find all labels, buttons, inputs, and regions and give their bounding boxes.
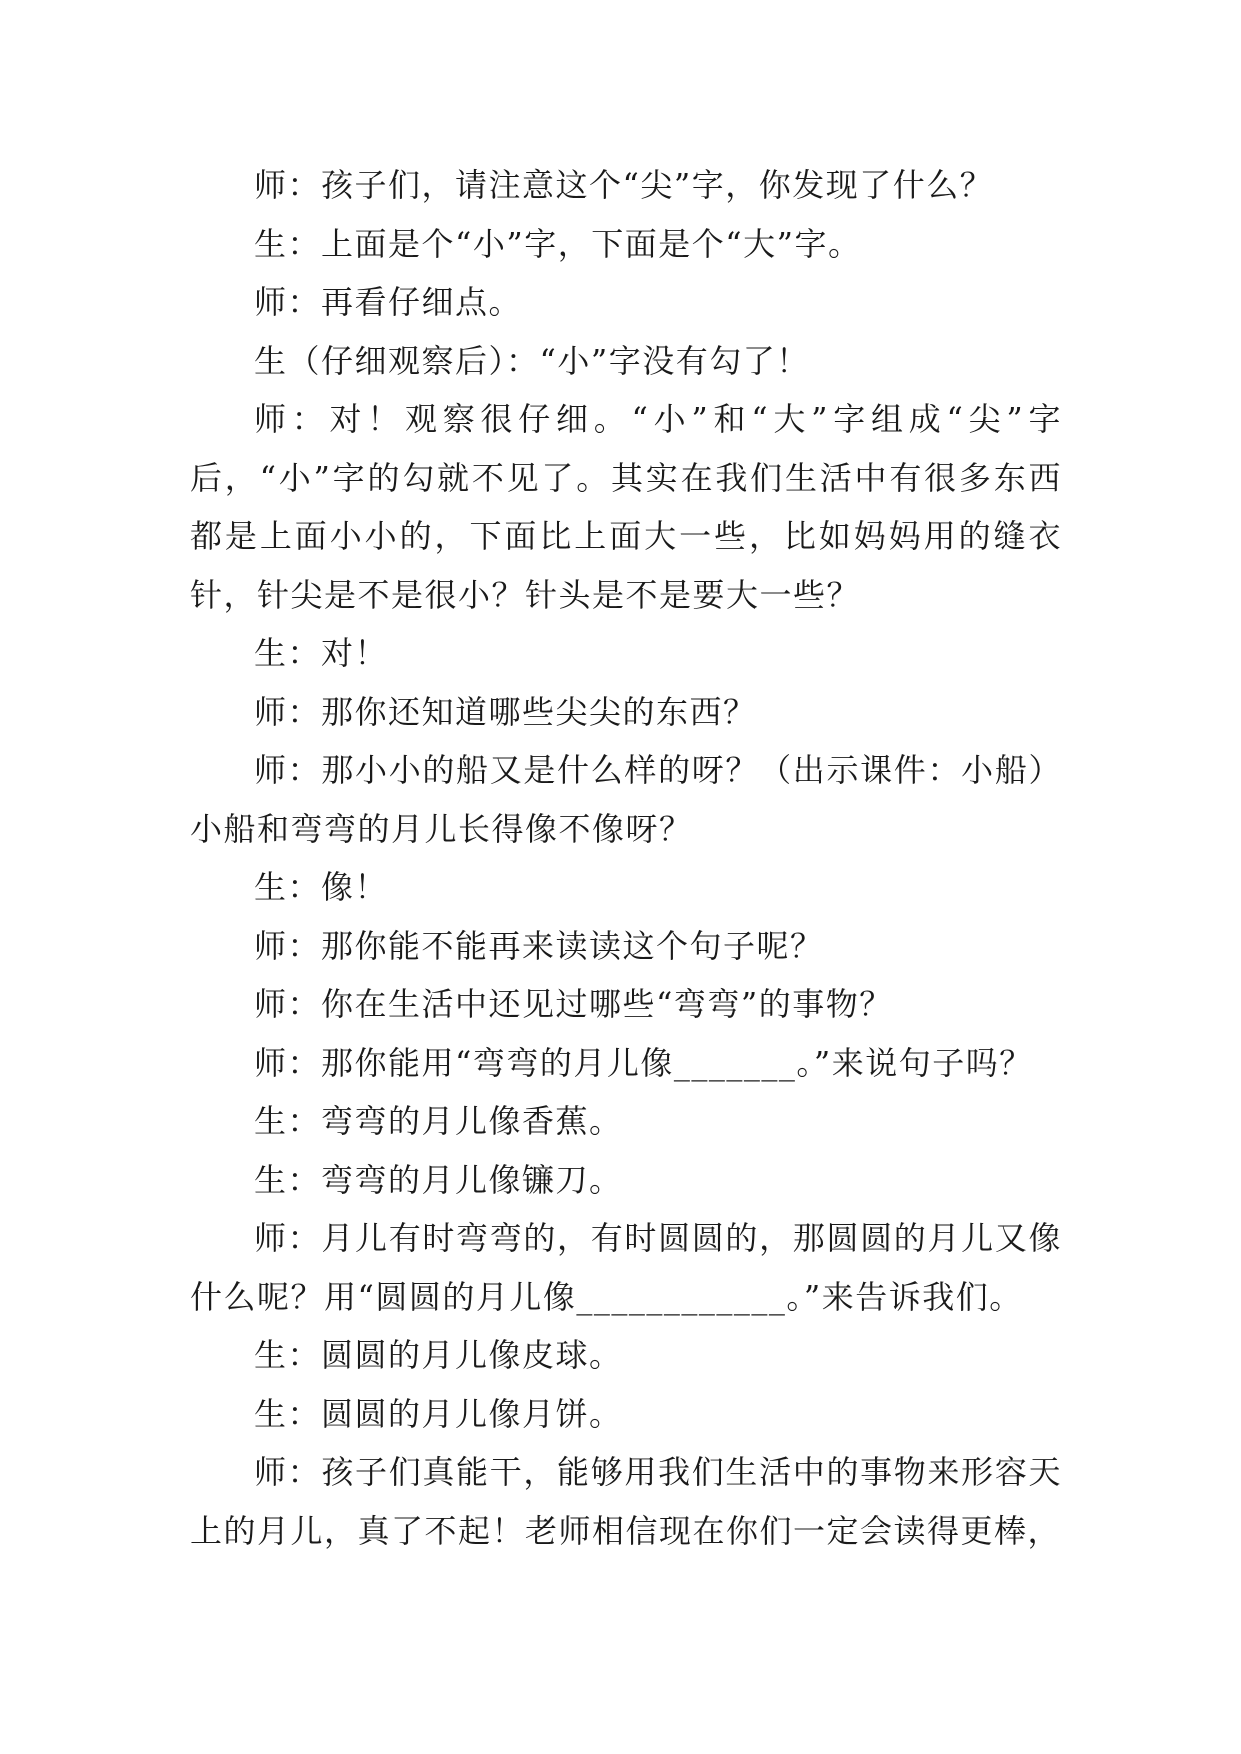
paragraph-4: 生（仔细观察后）：“小”字没有勾了！ — [254, 341, 810, 380]
paragraph-7: 师：那你还知道哪些尖尖的东西？ — [254, 692, 757, 731]
paragraph-9: 生：像！ — [254, 868, 389, 906]
paragraph-14: 生：弯弯的月儿像镰刀。 — [254, 1160, 623, 1199]
paragraph-15: 师：月儿有时弯弯的，有时圆圆的，那圆圆的月儿又像什么呢？用“圆圆的月儿像____________。”来告诉我们。 — [190, 1219, 1062, 1316]
document-body — [190, 156, 1062, 1560]
paragraph-18: 师：孩子们真能干，能够用我们生活中的事物来形容天上的月儿，真了不起！老师相信现在你们一定会读得更棒， — [190, 1453, 1062, 1550]
paragraph-1: 师：孩子们，请注意这个“尖”字，你发现了什么？ — [254, 166, 994, 204]
paragraph-12: 师：那你能用“弯弯的月儿像_______。”来说句子吗？ — [254, 1043, 1033, 1082]
paragraph-17: 生：圆圆的月儿像月饼。 — [254, 1394, 623, 1433]
paragraph-3: 师：再看仔细点。 — [254, 283, 523, 321]
paragraph-11: 师：你在生活中还见过哪些“弯弯”的事物？ — [254, 985, 893, 1023]
paragraph-13: 生：弯弯的月儿像香蕉。 — [254, 1102, 623, 1140]
paragraph-2: 生：上面是个“小”字，下面是个“大”字。 — [254, 224, 862, 263]
paragraph-10: 师：那你能不能再来读读这个句子呢？ — [254, 926, 824, 965]
paragraph-5: 师：对！观察很仔细。“小”和“大”字组成“尖”字后，“小”字的勾就不见了。其实在我们生活中有很多东西都是上面小小的，下面比上面大一些，比如妈妈用的缝衣针，针尖是不是很小？针头是不是要大一些？ — [190, 400, 1062, 614]
paragraph-8: 师：那小小的船又是什么样的呀？（出示课件：小船）小船和弯弯的月儿长得像不像呀？ — [190, 751, 1062, 848]
paragraph-16: 生：圆圆的月儿像皮球。 — [254, 1336, 623, 1374]
paragraph-6: 生：对！ — [254, 634, 389, 672]
